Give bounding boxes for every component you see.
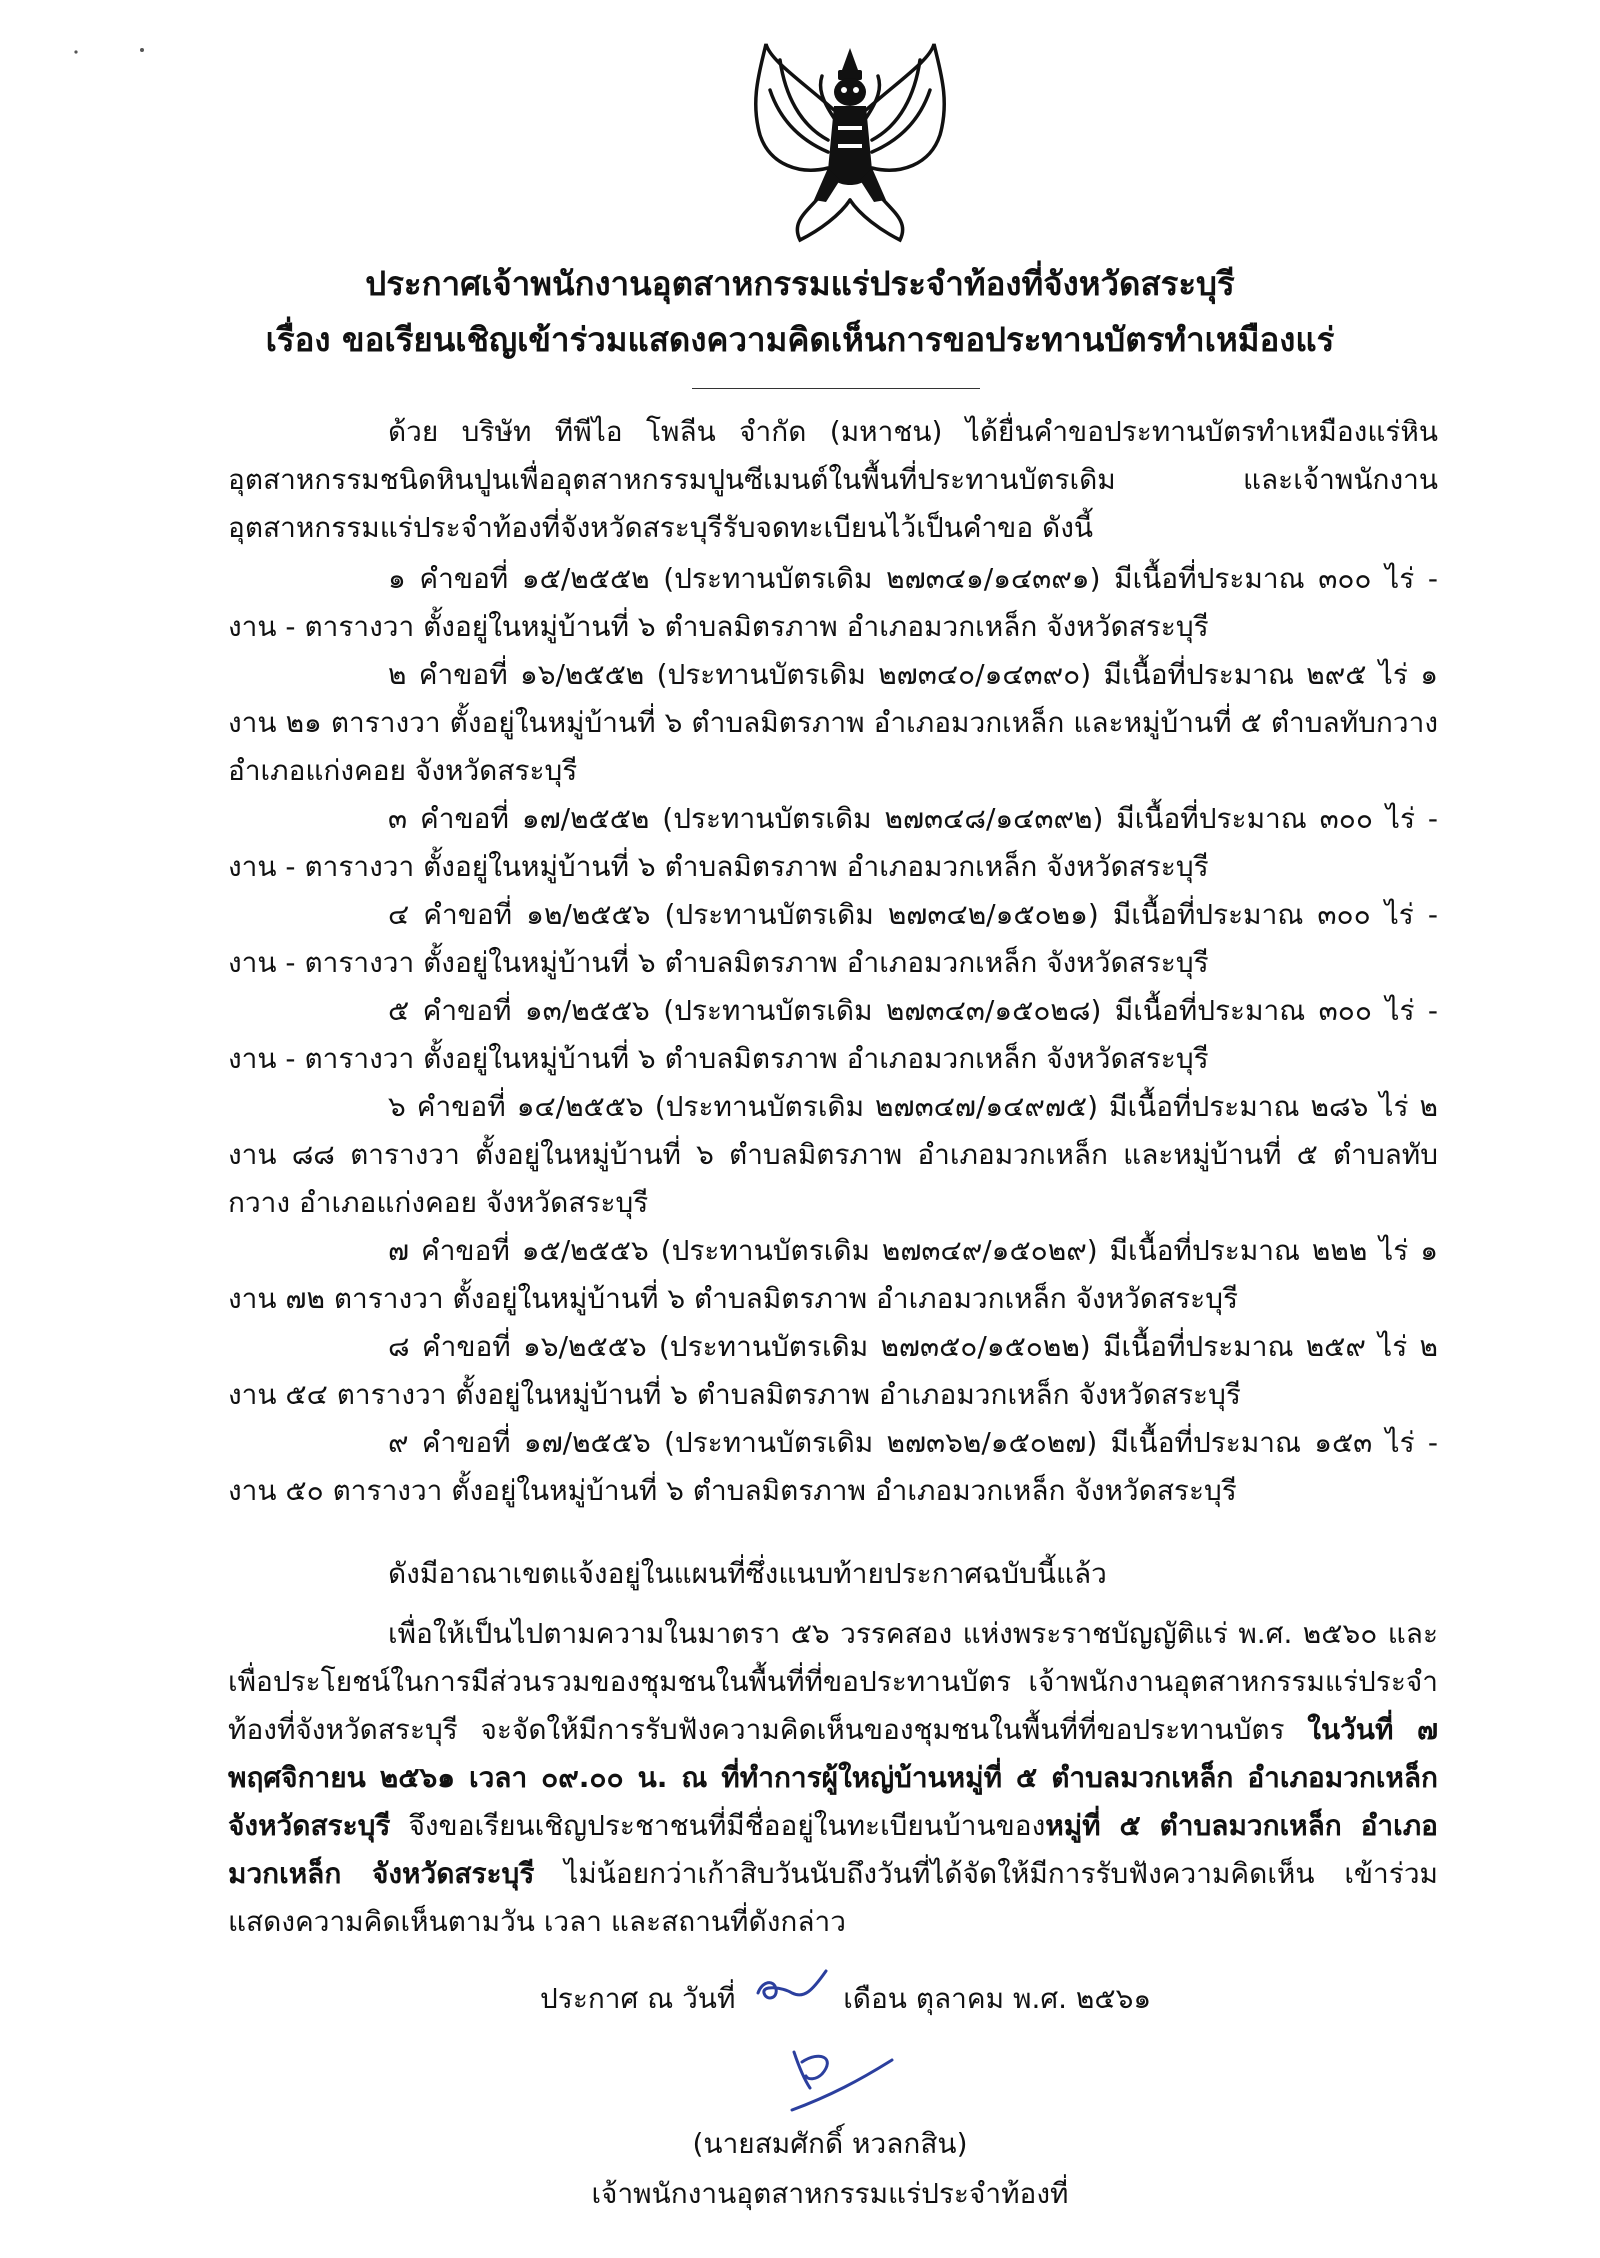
handwritten-day [744,1985,834,2015]
list-item: ๕ คำขอที่ ๑๓/๒๕๕๖ (ประทานบัตรเดิม ๒๗๓๔๓/๑๕๐๒๘) มีเนื้อที่ประมาณ ๓๐๐ ไร่ - งาน - ตารางวา ตั้งอยู่ในหมู่บ้านที่ ๖ ตำบลมิตรภาพ อำเภอมวกเหล็ก จังหวัดสระบุรี [228,994,1438,1075]
list-item: ๗ คำขอที่ ๑๕/๒๕๕๖ (ประทานบัตรเดิม ๒๗๓๔๙/๑๕๐๒๙) มีเนื้อที่ประมาณ ๒๒๒ ไร่ ๑ งาน ๗๒ ตารางวา ตั้งอยู่ในหมู่บ้านที่ ๖ ตำบลมิตรภาพ อำเภอมวกเหล็ก จังหวัดสระบุรี [228,1234,1438,1315]
title-divider [692,388,980,389]
purpose-paragraph [228,1610,1438,1946]
purpose-text-3: ไม่น้อยกว่าเก้าสิบวันนับถึงวันที่ได้จัดให้มีการรับฟังความคิดเห็น เข้าร่วมแสดงความคิดเห็นตามวัน เวลา และสถานที่ดังกล่าว [228,1857,1438,1938]
list-item: ๔ คำขอที่ ๑๒/๒๕๕๖ (ประทานบัตรเดิม ๒๗๓๔๒/๑๕๐๒๑) มีเนื้อที่ประมาณ ๓๐๐ ไร่ - งาน - ตารางวา ตั้งอยู่ในหมู่บ้านที่ ๖ ตำบลมิตรภาพ อำเภอมวกเหล็ก จังหวัดสระบุรี [228,898,1438,979]
signature-mark [780,2040,900,2120]
hearing-date-place: ในวันที่ ๗ พฤศจิกายน ๒๕๖๑ เวลา ๐๙.๐๐ น. ณ ที่ทำการผู้ใหญ่บ้านหมู่ที่ ๕ ตำบลมวกเหล็ก อำเภอมวกเหล็ก จังหวัดสระบุรี [228,1713,1438,1842]
list-item: ๖ คำขอที่ ๑๔/๒๕๕๖ (ประทานบัตรเดิม ๒๗๓๔๗/๑๔๙๗๕) มีเนื้อที่ประมาณ ๒๘๖ ไร่ ๒ งาน ๘๘ ตารางวา ตั้งอยู่ในหมู่บ้านที่ ๖ ตำบลมิตรภาพ อำเภอมวกเหล็ก และหมู่บ้านที่ ๕ ตำบลทับกวาง อำเภอแก่งคอย จังหวัดสระบุรี [228,1090,1438,1219]
announcement-date [540,1975,1151,2023]
purpose-text-2: จึงขอเรียนเชิญประชาชนที่มีชื่ออยู่ในทะเบียนบ้านของ [390,1809,1046,1842]
date-suffix: เดือน ตุลาคม พ.ศ. ๒๕๖๑ [843,1982,1152,2015]
application-list [228,555,1438,1515]
target-village: หมู่ที่ ๕ ตำบลมวกเหล็ก อำเภอมวกเหล็ก จังหวัดสระบุรี [228,1809,1438,1890]
list-item: ๘ คำขอที่ ๑๖/๒๕๕๖ (ประทานบัตรเดิม ๒๗๓๕๐/๑๕๐๒๒) มีเนื้อที่ประมาณ ๒๕๙ ไร่ ๒ งาน ๕๔ ตารางวา ตั้งอยู่ในหมู่บ้านที่ ๖ ตำบลมิตรภาพ อำเภอมวกเหล็ก จังหวัดสระบุรี [228,1330,1438,1411]
signer-position: เจ้าพนักงานอุตสาหกรรมแร่ประจำท้องที่ [591,2177,1069,2210]
list-item: ๓ คำขอที่ ๑๗/๒๕๕๒ (ประทานบัตรเดิม ๒๗๓๔๘/๑๔๓๙๒) มีเนื้อที่ประมาณ ๓๐๐ ไร่ - งาน - ตารางวา ตั้งอยู่ในหมู่บ้านที่ ๖ ตำบลมิตรภาพ อำเภอมวกเหล็ก จังหวัดสระบุรี [228,802,1438,883]
subject-title: เรื่อง ขอเรียนเชิญเข้าร่วมแสดงความคิดเห็นการขอประทานบัตรทำเหมืองแร่ [265,320,1335,359]
list-item: ๑ คำขอที่ ๑๕/๒๕๕๒ (ประทานบัตรเดิม ๒๗๓๔๑/๑๔๓๙๑) มีเนื้อที่ประมาณ ๓๐๐ ไร่ - งาน - ตารางวา ตั้งอยู่ในหมู่บ้านที่ ๖ ตำบลมิตรภาพ อำเภอมวกเหล็ก จังหวัดสระบุรี [228,562,1438,643]
scan-specks [70,40,150,60]
announcement-title: ประกาศเจ้าพนักงานอุตสาหกรรมแร่ประจำท้องที่จังหวัดสระบุรี [365,264,1235,303]
map-note: ดังมีอาณาเขตแจ้งอยู่ในแผนที่ซึ่งแนบท้ายประกาศฉบับนี้แล้ว [388,1557,1107,1590]
signer-name: (นายสมศักดิ์ หวลกสิน) [692,2127,968,2160]
handwritten-day-mark [752,1963,832,2007]
date-prefix: ประกาศ ณ วันที่ [540,1982,736,2015]
list-item: ๒ คำขอที่ ๑๖/๒๕๕๒ (ประทานบัตรเดิม ๒๗๓๔๐/๑๔๓๙๐) มีเนื้อที่ประมาณ ๒๙๕ ไร่ ๑ งาน ๒๑ ตารางวา ตั้งอยู่ในหมู่บ้านที่ ๖ ตำบลมิตรภาพ อำเภอมวกเหล็ก และหมู่บ้านที่ ๕ ตำบลทับกวาง อำเภอแก่งคอย จังหวัดสระบุรี [228,658,1438,787]
list-item: ๙ คำขอที่ ๑๗/๒๕๕๖ (ประทานบัตรเดิม ๒๗๓๖๒/๑๕๐๒๗) มีเนื้อที่ประมาณ ๑๕๓ ไร่ - งาน ๕๐ ตารางวา ตั้งอยู่ในหมู่บ้านที่ ๖ ตำบลมิตรภาพ อำเภอมวกเหล็ก จังหวัดสระบุรี [228,1426,1438,1507]
garuda-emblem-icon [730,40,970,250]
intro-paragraph: ด้วย บริษัท ทีพีไอ โพลีน จำกัด (มหาชน) ได้ยื่นคำขอประทานบัตรทำเหมืองแร่หินอุตสาหกรรมชนิดหินปูนเพื่ออุตสาหกรรมปูนซีเมนต์ในพื้นที่ประทานบัตรเดิม และเจ้าพนักงานอุตสาหกรรมแร่ประจำท้องที่จังหวัดสระบุรีรับจดทะเบียนไว้เป็นคำขอ ดังนี้ [228,415,1438,544]
purpose-text-1: เพื่อให้เป็นไปตามความในมาตรา ๕๖ วรรคสอง แห่งพระราชบัญญัติแร่ พ.ศ. ๒๕๖๐ และเพื่อประโยชน์ในการมีส่วนรวมของชุมชนในพื้นที่ที่ขอประทานบัตร เจ้าพนักงานอุตสาหกรรมแร่ประจำท้องที่จังหวัดสระบุรี จะจัดให้มีการรับฟังความคิดเห็นของชุมชนในพื้นที่ที่ขอประทานบัตร [228,1617,1438,1746]
